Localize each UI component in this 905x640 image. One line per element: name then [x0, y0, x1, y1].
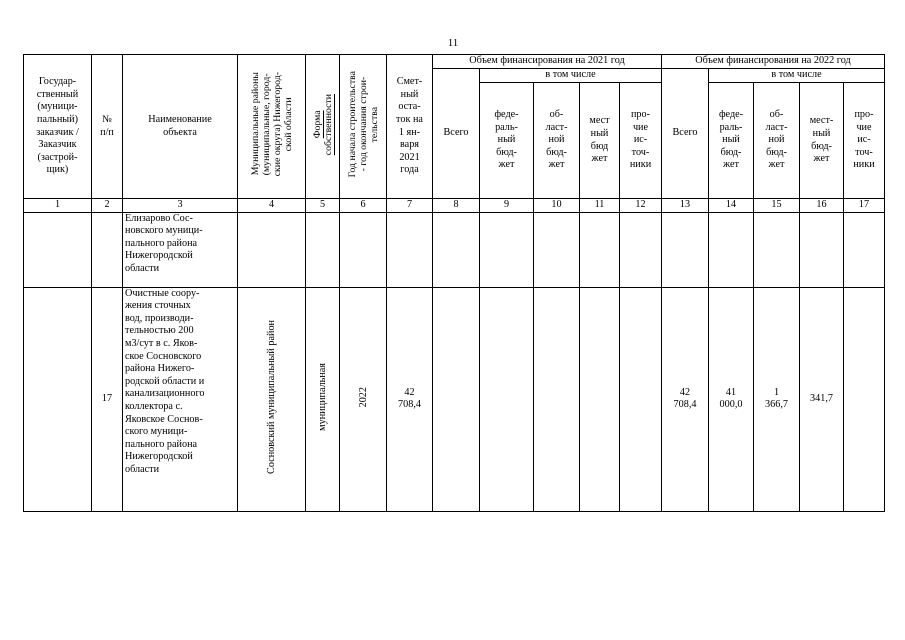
- header-fin-2022: Объем финансирования на 2022 год: [662, 55, 885, 69]
- col-number: 12: [620, 199, 662, 213]
- cell-total-2021: [433, 212, 480, 287]
- cell-other-2021: [620, 287, 662, 511]
- col-number: 15: [754, 199, 800, 213]
- header-row-1: [24, 55, 885, 69]
- cell-number: [92, 212, 123, 287]
- cell-federal-2022: [709, 212, 754, 287]
- cell-object-name: Елизарово Сос- новского муници- пального района Нижегородской области: [123, 212, 238, 287]
- col-number: 13: [662, 199, 709, 213]
- cell-regional-2021: [534, 212, 580, 287]
- cell-other-2022: [844, 212, 885, 287]
- cell-district: [238, 212, 306, 287]
- header-including-2022: в том числе: [709, 69, 885, 83]
- header-object-name: Наименование объекта: [123, 55, 238, 199]
- header-districts-text: Муниципальные районы (муниципальные, город- ские округа) Нижегород- ской области: [249, 72, 294, 177]
- cell-object-name: Очистные соору- жения сточных вод, производи- тельностью 200 м3/сут в с. Яков- ское Сосновского района Нижего- родской области и канализационного коллектора с. Яковское Соснов- ского муници- пального района Нижегородской области: [123, 287, 238, 511]
- header-districts: [238, 55, 306, 199]
- col-number: 5: [306, 199, 340, 213]
- cell-local-2022: [800, 212, 844, 287]
- col-number: 3: [123, 199, 238, 213]
- cell-ownership: [306, 287, 340, 511]
- cell-number: 17: [92, 287, 123, 511]
- header-number: № п/п: [92, 55, 123, 199]
- header-fin-2021: Объем финансирования на 2021 год: [433, 55, 662, 69]
- header-total-2022: Всего: [662, 69, 709, 199]
- col-number: 8: [433, 199, 480, 213]
- cell-years-text: 2022: [357, 386, 369, 407]
- column-number-row: [24, 199, 885, 213]
- header-including-2021: в том числе: [480, 69, 662, 83]
- col-number: 14: [709, 199, 754, 213]
- cell-federal-2022: 41 000,0: [709, 287, 754, 511]
- cell-local-2021: [580, 212, 620, 287]
- col-number: 7: [387, 199, 433, 213]
- col-number: 10: [534, 199, 580, 213]
- header-other-2021: про- чие ис- точ- ники: [620, 83, 662, 199]
- col-number: 16: [800, 199, 844, 213]
- cell-regional-2022: [754, 212, 800, 287]
- cell-customer: [24, 287, 92, 511]
- cell-total-2022: [662, 212, 709, 287]
- col-number: 11: [580, 199, 620, 213]
- cell-total-2021: [433, 287, 480, 511]
- cell-district-text: Сосновский муниципальный район: [266, 319, 277, 474]
- cell-other-2021: [620, 212, 662, 287]
- table-row: [24, 212, 885, 287]
- header-federal-2021: феде- раль- ный бюд- жет: [480, 83, 534, 199]
- cell-balance: [387, 212, 433, 287]
- header-regional-2021: об- ласт- ной бюд- жет: [534, 83, 580, 199]
- cell-years: [340, 287, 387, 511]
- cell-local-2022: 341,7: [800, 287, 844, 511]
- cell-years: [340, 212, 387, 287]
- header-years-text: Год начала строительства - год окончания строи- тельства: [346, 71, 380, 178]
- cell-balance: 42 708,4: [387, 287, 433, 511]
- header-ownership: [306, 55, 340, 199]
- financing-table: [23, 54, 885, 512]
- cell-regional-2021: [534, 287, 580, 511]
- page-number: 11: [447, 37, 459, 49]
- header-years: [340, 55, 387, 199]
- col-number: 2: [92, 199, 123, 213]
- table-row: [24, 287, 885, 511]
- header-other-2022: про- чие ис- точ- ники: [844, 83, 885, 199]
- cell-regional-2022: 1 366,7: [754, 287, 800, 511]
- header-customer: Государ- ственный (муници- пальный) заказчик / Заказчик (застрой- щик): [24, 55, 92, 199]
- col-number: 17: [844, 199, 885, 213]
- cell-ownership-text: муниципальная: [317, 362, 328, 431]
- cell-district: [238, 287, 306, 511]
- header-regional-2022: об- ласт- ной бюд- жет: [754, 83, 800, 199]
- cell-federal-2021: [480, 212, 534, 287]
- cell-other-2022: [844, 287, 885, 511]
- col-number: 6: [340, 199, 387, 213]
- header-local-2022: мест- ный бюд- жет: [800, 83, 844, 199]
- cell-local-2021: [580, 287, 620, 511]
- header-local-2021: мест ный бюд жет: [580, 83, 620, 199]
- col-number: 9: [480, 199, 534, 213]
- header-balance: Смет- ный оста- ток на 1 ян- варя 2021 года: [387, 55, 433, 199]
- header-total-2021: Всего: [433, 69, 480, 199]
- col-number: 4: [238, 199, 306, 213]
- header-federal-2022: феде- раль- ный бюд- жет: [709, 83, 754, 199]
- header-ownership-text: Форма собственности: [311, 93, 334, 155]
- cell-federal-2021: [480, 287, 534, 511]
- cell-customer: [24, 212, 92, 287]
- cell-ownership: [306, 212, 340, 287]
- cell-total-2022: 42 708,4: [662, 287, 709, 511]
- col-number: 1: [24, 199, 92, 213]
